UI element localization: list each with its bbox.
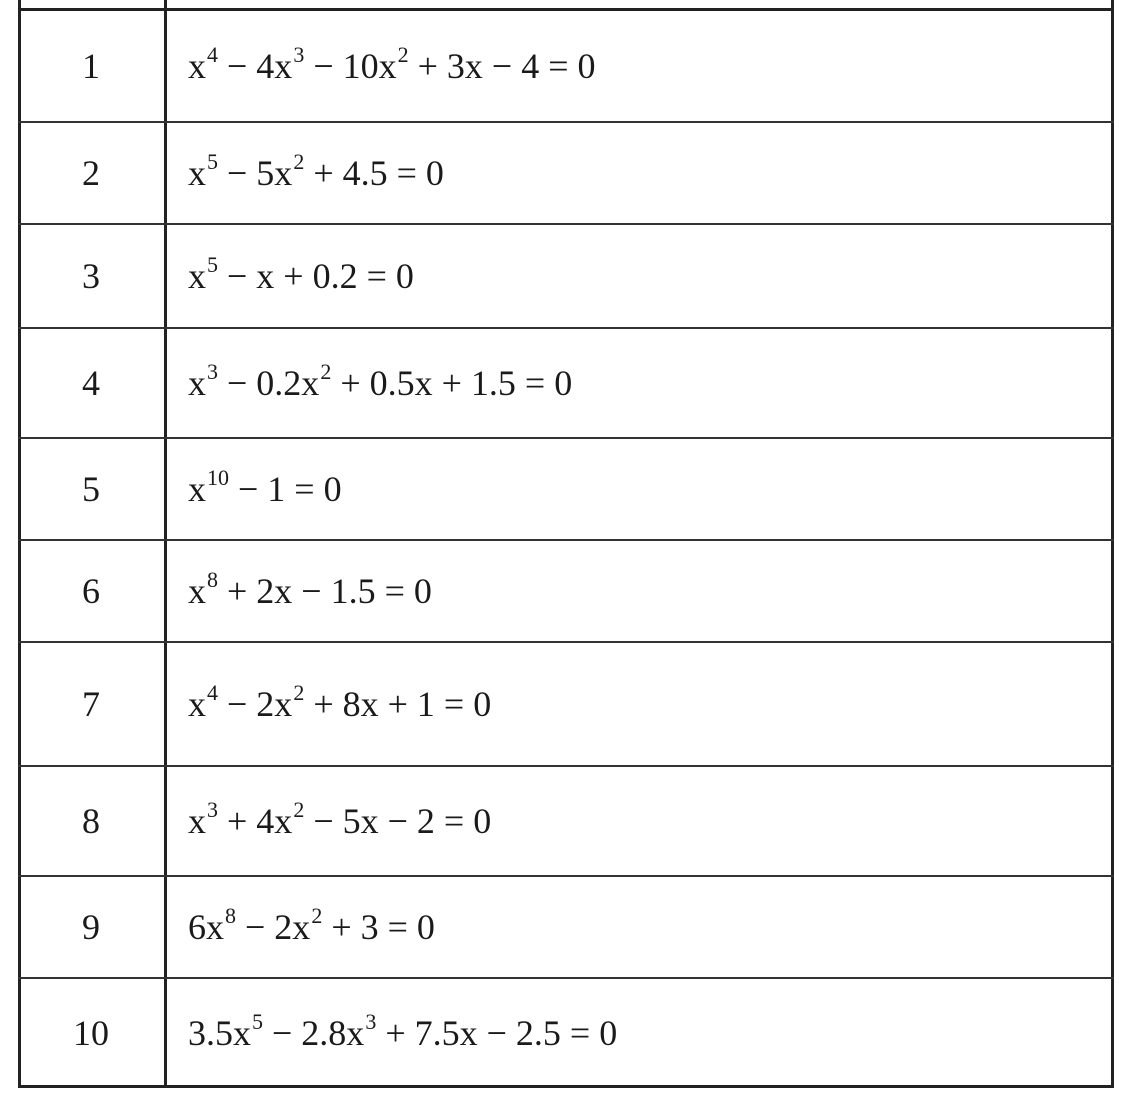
equation bbox=[188, 797, 492, 846]
equation-term: x bbox=[188, 469, 206, 509]
equation bbox=[188, 1009, 618, 1058]
equation-term: x bbox=[188, 153, 206, 193]
equation-term: 6x bbox=[188, 907, 224, 947]
equation-term: − 10x bbox=[304, 46, 397, 86]
table-row bbox=[18, 328, 1114, 438]
exponent: 2 bbox=[397, 42, 409, 67]
equation-term: x bbox=[188, 801, 206, 841]
exponent: 5 bbox=[207, 252, 218, 277]
exponent: 3 bbox=[207, 359, 218, 384]
row-number: 9 bbox=[82, 907, 100, 947]
equation bbox=[188, 42, 596, 91]
equation-term: − 2.8x bbox=[263, 1013, 365, 1053]
equation bbox=[188, 149, 444, 198]
exponent: 2 bbox=[293, 680, 305, 705]
table-row bbox=[18, 876, 1114, 978]
row-number: 7 bbox=[82, 684, 100, 724]
table-row bbox=[18, 438, 1114, 540]
equation-term: x bbox=[188, 684, 206, 724]
equation-term: + 0.5x + 1.5 = 0 bbox=[331, 363, 573, 403]
table-row bbox=[18, 540, 1114, 642]
equation-term: x bbox=[188, 571, 206, 611]
exponent: 8 bbox=[207, 567, 218, 592]
table-row bbox=[18, 122, 1114, 224]
equation-term: x bbox=[188, 256, 206, 296]
row-number: 4 bbox=[82, 363, 100, 403]
table-row bbox=[18, 766, 1114, 876]
equation-term: − 5x bbox=[218, 153, 293, 193]
equation-term: − 4x bbox=[218, 46, 293, 86]
equation-term: + 7.5x − 2.5 = 0 bbox=[376, 1013, 618, 1053]
exponent: 2 bbox=[293, 149, 305, 174]
equation bbox=[188, 903, 435, 952]
equation-term: 3.5x bbox=[188, 1013, 251, 1053]
equation-term: − 2x bbox=[236, 907, 311, 947]
equation bbox=[188, 567, 432, 616]
equation bbox=[188, 465, 342, 514]
row-number: 10 bbox=[73, 1013, 109, 1053]
equation-term: − 1 = 0 bbox=[229, 469, 342, 509]
exponent: 3 bbox=[365, 1009, 377, 1034]
row-number: 3 bbox=[82, 256, 100, 296]
row-number: 2 bbox=[82, 153, 100, 193]
equation-term: − 2x bbox=[218, 684, 293, 724]
table-row bbox=[18, 10, 1114, 122]
exponent: 2 bbox=[293, 797, 305, 822]
exponent: 3 bbox=[293, 42, 305, 67]
equation-term: − 5x − 2 = 0 bbox=[304, 801, 492, 841]
exponent: 8 bbox=[225, 903, 236, 928]
exponent: 5 bbox=[207, 149, 218, 174]
row-number: 6 bbox=[82, 571, 100, 611]
equation-term: − 0.2x bbox=[218, 363, 320, 403]
exponent: 2 bbox=[320, 359, 332, 384]
exponent: 10 bbox=[207, 465, 229, 490]
equation bbox=[188, 680, 492, 729]
exponent: 4 bbox=[207, 42, 218, 67]
exponent: 5 bbox=[252, 1009, 263, 1034]
row-number: 1 bbox=[82, 46, 100, 86]
exponent: 2 bbox=[311, 903, 323, 928]
equation-term: x bbox=[188, 46, 206, 86]
row-number: 8 bbox=[82, 801, 100, 841]
exponent: 4 bbox=[207, 680, 218, 705]
equation-term: + 3x − 4 = 0 bbox=[408, 46, 596, 86]
table-row bbox=[18, 642, 1114, 766]
equation-term: + 2x − 1.5 = 0 bbox=[218, 571, 432, 611]
equation-term: − x + 0.2 = 0 bbox=[218, 256, 414, 296]
equation-term: + 4x bbox=[218, 801, 293, 841]
row-number: 5 bbox=[82, 469, 100, 509]
table-row bbox=[18, 224, 1114, 328]
table-row bbox=[18, 978, 1114, 1088]
equation-term: + 4.5 = 0 bbox=[304, 153, 444, 193]
equation bbox=[188, 252, 414, 301]
equation bbox=[188, 359, 573, 408]
equation-term: + 3 = 0 bbox=[322, 907, 435, 947]
equation-term: x bbox=[188, 363, 206, 403]
exponent: 3 bbox=[207, 797, 218, 822]
equation-term: + 8x + 1 = 0 bbox=[304, 684, 492, 724]
